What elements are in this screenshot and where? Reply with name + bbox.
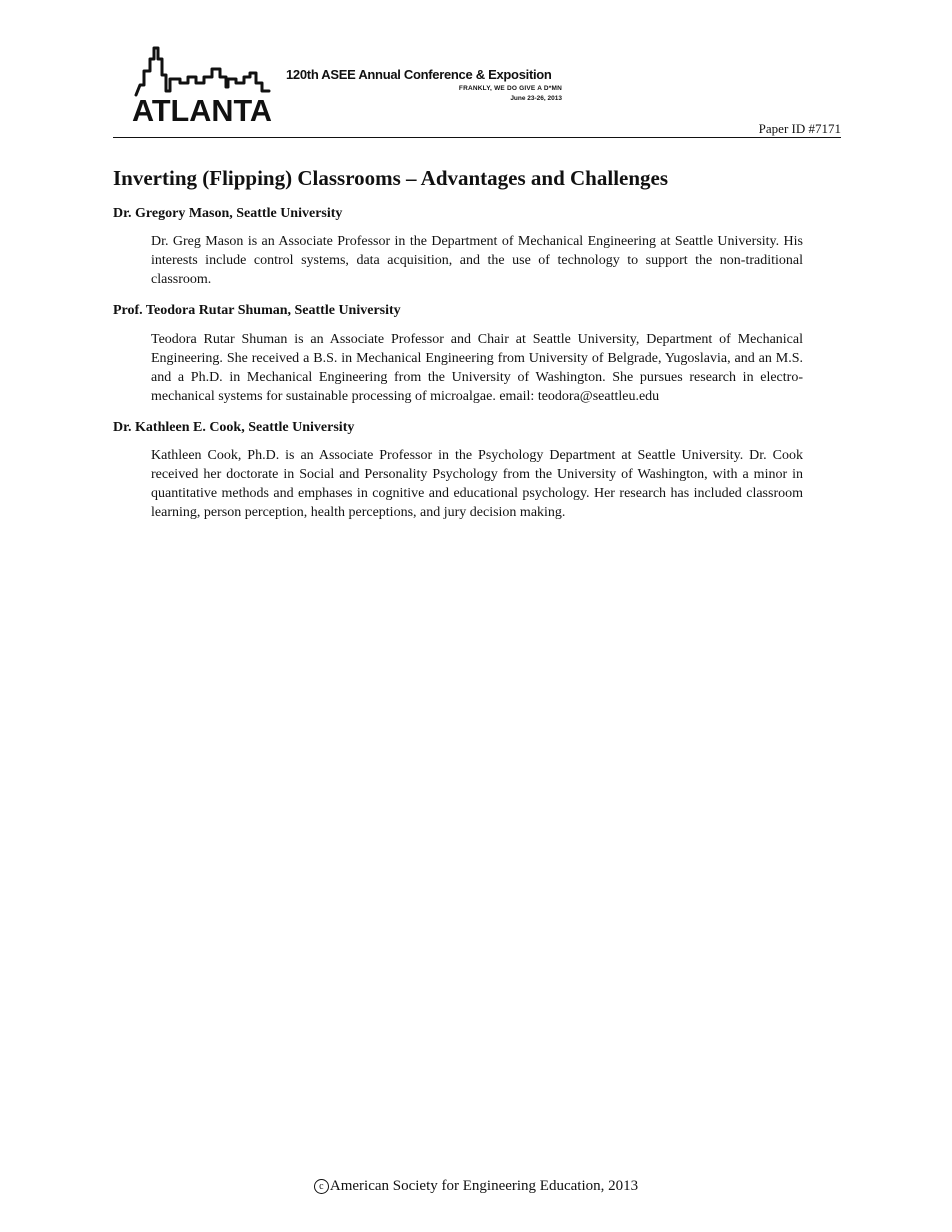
- paper-id: Paper ID #7171: [758, 121, 841, 136]
- author-entry: [113, 419, 803, 522]
- skyline-outline: [136, 48, 269, 95]
- author-name: Dr. Kathleen E. Cook, Seattle University: [113, 419, 355, 435]
- conference-title: 120th ASEE Annual Conference & Exposition: [286, 67, 552, 82]
- conference-dates: June 23-26, 2013: [510, 95, 562, 102]
- paper-content: [113, 166, 803, 535]
- author-bio: Teodora Rutar Shuman is an Associate Professor and Chair at Seattle University, Department of Mechanical Engineering. She received a B.S. in Mechanical Engineering from University of Belgrade, Yugoslavia, and an M.S. and a Ph.D. in Mechanical Engineering from the University of Washington. She pursues research in electro-mechanical systems for sustainable processing of microalgae. email: teodora@seattleu.edu: [151, 331, 803, 404]
- header-divider: [113, 137, 841, 138]
- author-entry: [113, 205, 803, 289]
- page-header: [113, 40, 841, 137]
- copyright-icon: c: [314, 1179, 329, 1194]
- atlanta-skyline-logo: [132, 43, 277, 125]
- atlanta-logo-text: ATLANTA: [132, 93, 272, 125]
- conference-slogan: FRANKLY, WE DO GIVE A D*MN: [458, 85, 562, 92]
- page-footer: [0, 1178, 952, 1195]
- author-bio: Kathleen Cook, Ph.D. is an Associate Professor in the Psychology Department at Seattle University. Dr. Cook received her doctorate in Social and Personality Psychology from the University of Washington, with a minor in quantitative methods and emphases in cognitive and educational psychology. Her research has included classroom learning, person perception, health perceptions, and jury decision making.: [151, 447, 803, 520]
- author-entry: [113, 302, 803, 405]
- author-name: Prof. Teodora Rutar Shuman, Seattle University: [113, 303, 401, 319]
- author-bio: Dr. Greg Mason is an Associate Professor in the Department of Mechanical Engineering at Seattle University. His interests include control systems, data acquisition, and the use of technology to support the non-traditional classroom.: [151, 234, 803, 288]
- footer-text: American Society for Engineering Education, 2013: [329, 1178, 639, 1194]
- conference-info: [286, 67, 562, 102]
- author-name: Dr. Gregory Mason, Seattle University: [113, 206, 343, 222]
- paper-title: Inverting (Flipping) Classrooms – Advantages and Challenges: [113, 166, 669, 190]
